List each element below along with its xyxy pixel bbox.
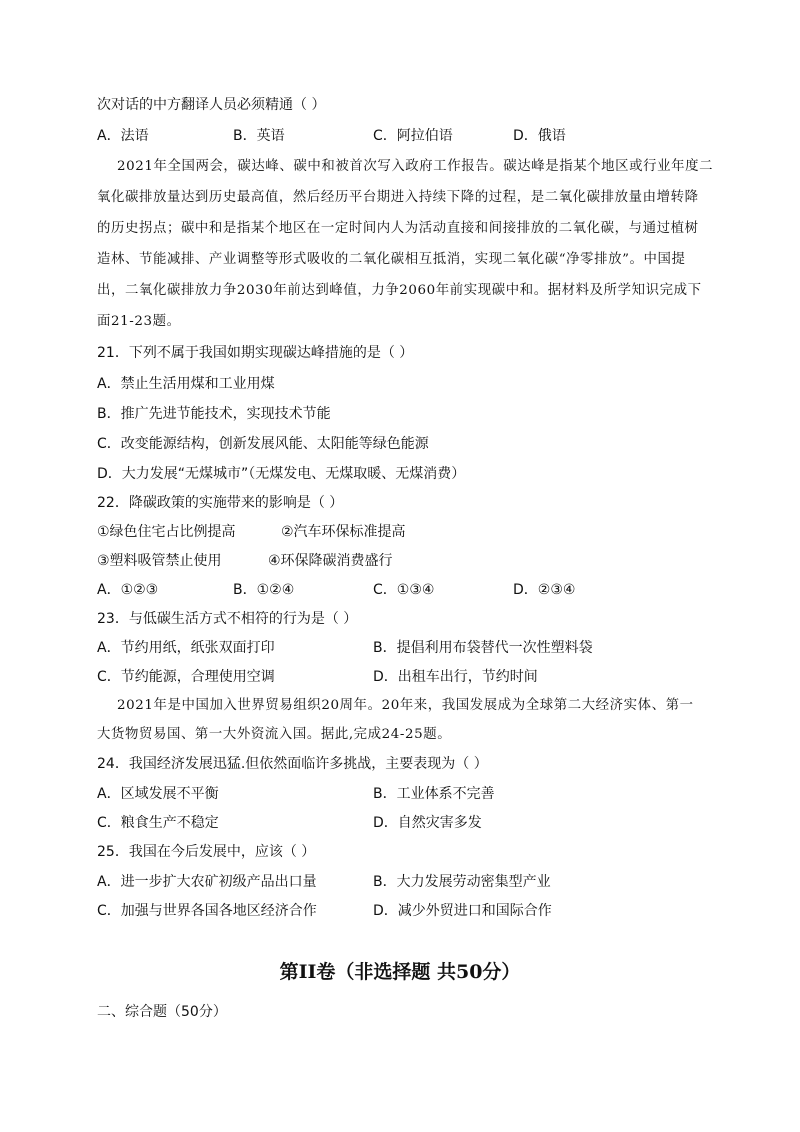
passage2-line: 2021年是中国加入世界贸易组织20周年。20年来，我国发展成为全球第二大经济实体、第一	[117, 698, 694, 713]
q23-stem: 23．与低碳生活方式不相符的行为是（ ）	[97, 611, 358, 627]
q22-option-c: C．①③④	[373, 582, 435, 598]
passage2-line: 大货物贸易国、第一大外资流入国。据此,完成24-25题。	[97, 727, 452, 742]
q22-stem: 22．降碳政策的实施带来的影响是（ ）	[97, 495, 344, 511]
passage1-line: 面21-23题。	[97, 314, 181, 329]
q23-option-a: A．节约用纸，纸张双面打印	[97, 640, 275, 656]
q25-option-d: D．减少外贸进口和国际合作	[373, 903, 552, 919]
q20-option-d: D．俄语	[513, 128, 566, 144]
q21-option-c: C．改变能源结构，创新发展风能、太阳能等绿色能源	[97, 436, 429, 452]
q24-stem: 24．我国经济发展迅猛.但依然面临许多挑战，主要表现为（ ）	[97, 756, 488, 772]
q24-option-a: A．区域发展不平衡	[97, 786, 219, 802]
passage1-line: 的历史拐点；碳中和是指某个地区在一定时间内人为活动直接和间接排放的二氧化碳，与通过植树	[97, 221, 699, 236]
q21-option-d: D．大力发展“无煤城市”（无煤发电、无煤取暖、无煤消费）	[97, 466, 466, 482]
q24-option-b: B．工业体系不完善	[373, 786, 495, 802]
q21-stem: 21．下列不属于我国如期实现碳达峰措施的是（ ）	[97, 345, 414, 361]
q20-option-c: C．阿拉伯语	[373, 128, 453, 144]
q25-option-b: B．大力发展劳动密集型产业	[373, 874, 551, 890]
section2-title: 第II卷（非选择题 共50分）	[279, 961, 521, 983]
q21-option-b: B．推广先进节能技术，实现技术节能	[97, 406, 331, 422]
q21-option-a: A．禁止生活用煤和工业用煤	[97, 376, 275, 392]
passage1-line: 造林、节能减排、产业调整等形式吸收的二氧化碳相互抵消，实现二氧化碳“净零排放”。中国提	[97, 252, 686, 267]
q20-option-a: A．法语	[97, 128, 149, 144]
q22-item-1: ①绿色住宅占比例提高	[97, 524, 236, 540]
q20-option-b: B．英语	[233, 128, 285, 144]
q24-option-c: C．粮食生产不稳定	[97, 815, 219, 831]
q22-option-d: D．②③④	[513, 582, 576, 598]
q25-stem: 25．我国在今后发展中，应该（ ）	[97, 844, 316, 860]
q24-option-d: D．自然灾害多发	[373, 815, 482, 831]
q23-option-d: D．出租车出行，节约时间	[373, 669, 538, 685]
q23-option-b: B．提倡利用布袋替代一次性塑料袋	[373, 640, 593, 656]
q22-option-b: B．①②④	[233, 582, 295, 598]
q22-item-4: ④环保降碳消费盛行	[268, 553, 393, 569]
q25-option-a: A．进一步扩大农矿初级产品出口量	[97, 874, 317, 890]
q22-item-2: ②汽车环保标准提高	[281, 524, 406, 540]
q20-stem-tail: 次对话的中方翻译人员必须精通（ ）	[97, 97, 326, 113]
q23-option-c: C．节约能源，合理使用空调	[97, 669, 275, 685]
passage1-line: 氧化碳排放量达到历史最高值，然后经历平台期进入持续下降的过程，是二氧化碳排放量由增转降	[97, 190, 699, 205]
q22-option-a: A．①②③	[97, 582, 159, 598]
q25-option-c: C．加强与世界各国各地区经济合作	[97, 903, 317, 919]
section2-heading: 二、综合题（50分）	[97, 1004, 227, 1020]
passage1-line: 2021年全国两会，碳达峰、碳中和被首次写入政府工作报告。碳达峰是指某个地区或行业年度二	[117, 159, 714, 174]
passage1-line: 出，二氧化碳排放力争2030年前达到峰值，力争2060年前实现碳中和。据材料及所学知识完成下	[97, 283, 702, 298]
q22-item-3: ③塑料吸管禁止使用	[97, 553, 222, 569]
